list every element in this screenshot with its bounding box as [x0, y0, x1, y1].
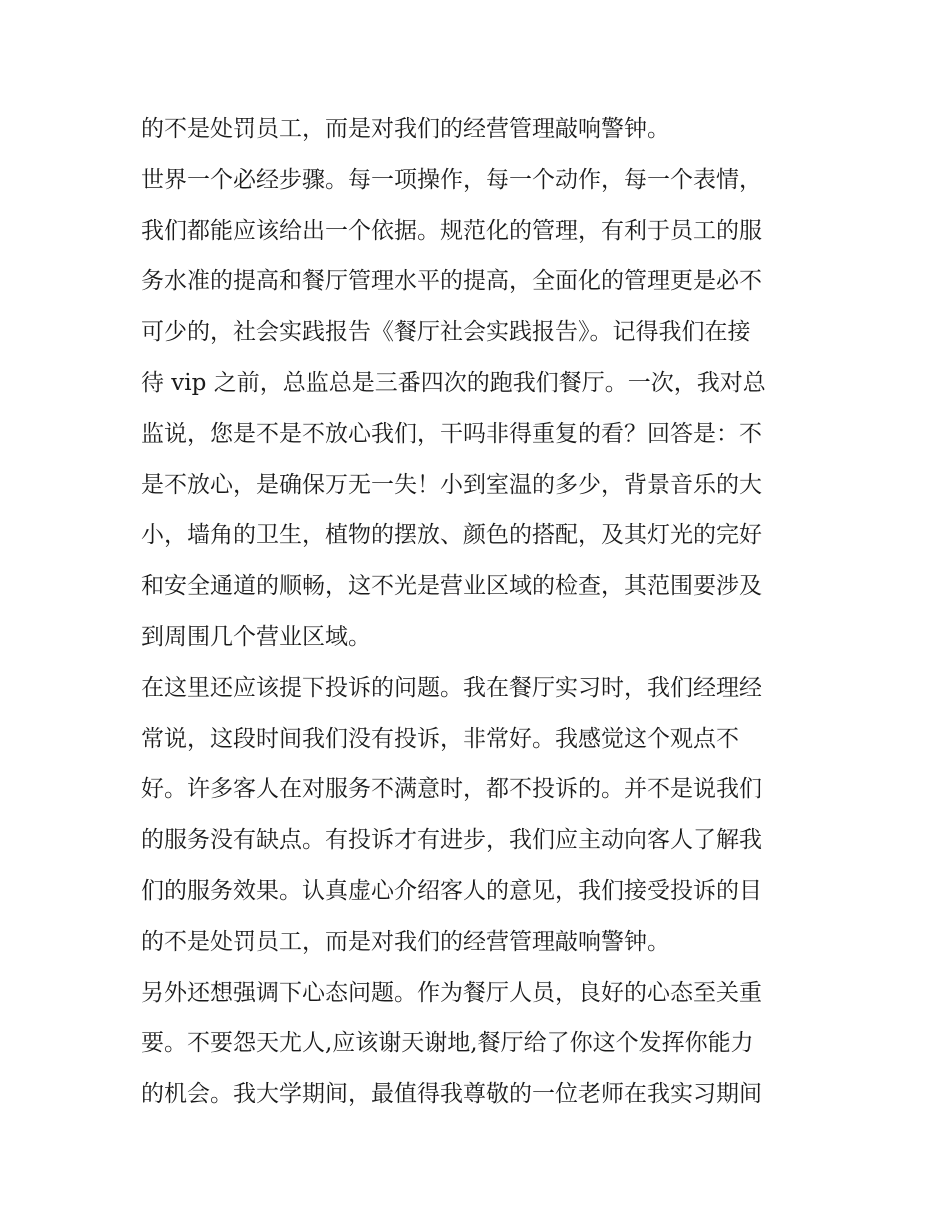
text-line: 务水准的提高和餐厅管理水平的提高，全面化的管理更是必不 [141, 268, 762, 295]
text-line: 好。许多客人在对服务不满意时，都不投诉的。并不是说我们 [141, 776, 762, 803]
text-line: 要。不要怨天尤人,应该谢天谢地,餐厅给了你这个发挥你能力 [141, 1030, 754, 1057]
text-line: 可少的，社会实践报告《餐厅社会实践报告》。记得我们在接 [141, 319, 751, 346]
text-line: 我们都能应该给出一个依据。规范化的管理，有利于员工的服 [141, 217, 762, 244]
text-line: 的不是处罚员工，而是对我们的经营管理敲响警钟。 [141, 928, 670, 955]
text-line: 在这里还应该提下投诉的问题。我在餐厅实习时，我们经理经 [141, 674, 762, 701]
text-line: 的机会。我大学期间，最值得我尊敬的一位老师在我实习期间 [141, 1081, 762, 1108]
text-line: 另外还想强调下心态问题。作为餐厅人员，良好的心态至关重 [141, 979, 762, 1006]
text-line: 待 vip 之前，总监总是三番四次的跑我们餐厅。一次，我对总 [141, 369, 766, 396]
text-line: 监说，您是不是不放心我们，干吗非得重复的看？回答是：不 [141, 420, 762, 447]
text-line: 小，墙角的卫生，植物的摆放、颜色的搭配，及其灯光的完好 [141, 522, 762, 549]
text-line: 们的服务效果。认真虚心介绍客人的意见，我们接受投诉的目 [141, 877, 762, 904]
text-line: 的不是处罚员工，而是对我们的经营管理敲响警钟。 [141, 116, 670, 142]
text-line: 和安全通道的顺畅，这不光是营业区域的检查，其范围要涉及 [141, 573, 762, 600]
text-line: 是不放心，是确保万无一失！小到室温的多少，背景音乐的大 [141, 471, 762, 498]
document-body [141, 104, 821, 1120]
text-line: 常说，这段时间我们没有投诉，非常好。我感觉这个观点不 [141, 725, 739, 752]
text-line: 到周围几个营业区域。 [141, 623, 371, 650]
text-line: 的服务没有缺点。有投诉才有进步，我们应主动向客人了解我 [141, 827, 762, 854]
text-line: 世界一个必经步骤。每一项操作，每一个动作，每一个表情， [141, 166, 762, 193]
